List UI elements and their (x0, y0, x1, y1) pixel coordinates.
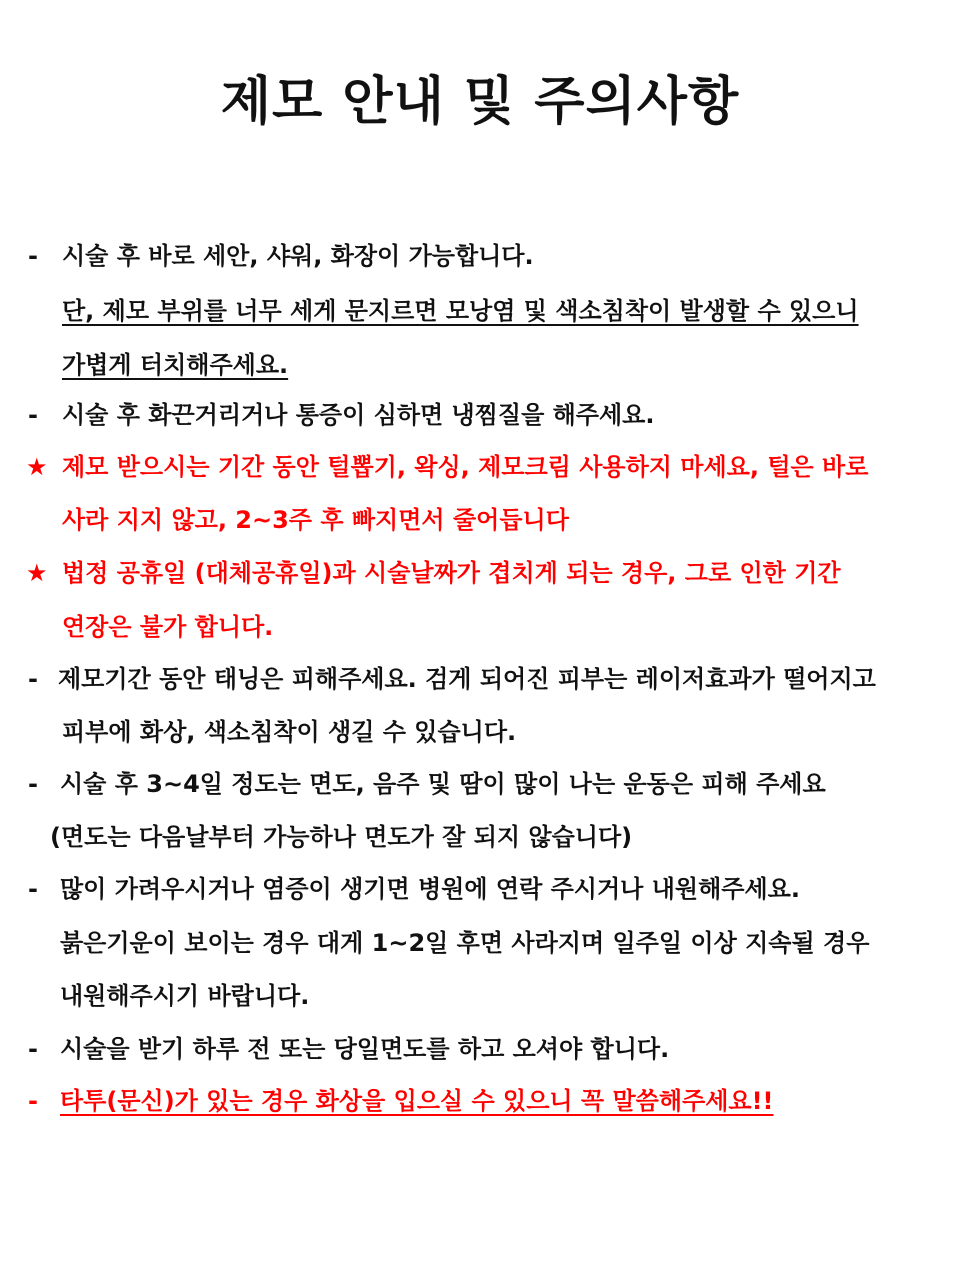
item-text: (면도는 다음날부터 가능하나 면도가 잘 되지 않습니다) (50, 823, 633, 851)
item-text: 피부에 화상, 색소침착이 생길 수 있습니다. (62, 718, 517, 746)
dash-marker: - (28, 242, 38, 270)
item-text: 제모기간 동안 태닝은 피해주세요. 검게 되어진 피부는 레이저효과가 떨어지고 (58, 665, 876, 693)
warning-item-continuation (0, 600, 960, 654)
warning-item (0, 1074, 960, 1128)
warning-text: 타투(문신)가 있는 경우 화상을 입으실 수 있으니 꼭 말씀해주세요!! (60, 1087, 774, 1115)
list-item (0, 1022, 960, 1076)
list-item-continuation (0, 338, 960, 392)
dash-marker: - (28, 401, 38, 429)
list-item (0, 652, 960, 706)
item-text: 내원해주시기 바랍니다. (60, 982, 310, 1010)
page-title: 제모 안내 및 주의사항 (220, 72, 740, 132)
item-text: 단, 제모 부위를 너무 세게 문지르면 모낭염 및 색소침착이 발생할 수 있으니 (62, 297, 859, 325)
list-item-continuation (0, 284, 960, 338)
item-text: 시술을 받기 하루 전 또는 당일면도를 하고 오셔야 합니다. (60, 1035, 670, 1063)
dash-marker: - (28, 665, 38, 693)
warning-text: 사라 지지 않고, 2~3주 후 빠지면서 줄어듭니다 (62, 506, 569, 534)
list-item-continuation (0, 969, 960, 1023)
item-text: 시술 후 화끈거리거나 통증이 심하면 냉찜질을 해주세요. (62, 401, 655, 429)
item-text: 많이 가려우시거나 염증이 생기면 병원에 연락 주시거나 내원해주세요. (60, 875, 800, 903)
star-icon: ★ (26, 559, 48, 587)
warning-text: 법정 공휴일 (대체공휴일)과 시술날짜가 겹치게 되는 경우, 그로 인한 기간 (62, 559, 841, 587)
warning-item (0, 546, 960, 600)
warning-text: 제모 받으시는 기간 동안 털뽑기, 왁싱, 제모크림 사용하지 마세요, 털은 바로 (62, 453, 869, 481)
list-item (0, 757, 960, 811)
list-item (0, 862, 960, 916)
item-text: 가볍게 터치해주세요. (62, 351, 289, 379)
dash-marker: - (28, 875, 38, 903)
star-icon: ★ (26, 453, 48, 481)
warning-text: 연장은 불가 합니다. (62, 613, 274, 641)
item-text: 시술 후 3~4일 정도는 면도, 음주 및 땀이 많이 나는 운동은 피해 주세요 (60, 770, 826, 798)
dash-marker: - (28, 1087, 38, 1115)
dash-marker: - (28, 1035, 38, 1063)
list-item-continuation (0, 705, 960, 759)
warning-item-continuation (0, 493, 960, 547)
list-item-continuation (0, 810, 960, 864)
item-text: 시술 후 바로 세안, 샤워, 화장이 가능합니다. (62, 242, 534, 270)
item-text: 붉은기운이 보이는 경우 대게 1~2일 후면 사라지며 일주일 이상 지속될 경우 (60, 929, 870, 957)
list-item-continuation (0, 916, 960, 970)
warning-item (0, 440, 960, 494)
list-item (0, 388, 960, 442)
list-item (0, 229, 960, 283)
dash-marker: - (28, 770, 38, 798)
